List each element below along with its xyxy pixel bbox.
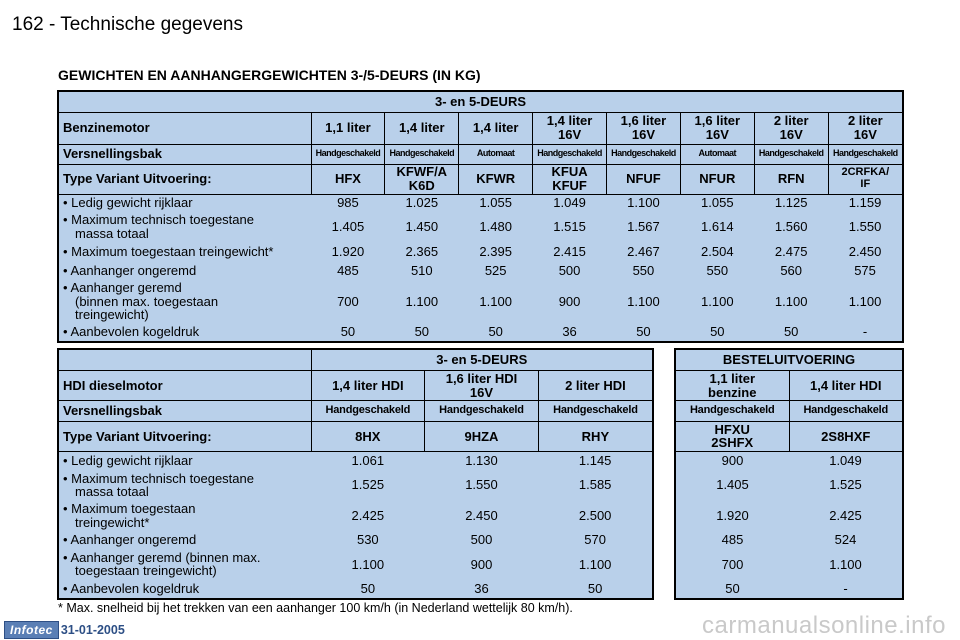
company-group-header-row [676, 350, 902, 370]
petrol-type-cell [607, 164, 681, 194]
row-label [59, 262, 311, 280]
petrol-data-row [59, 242, 902, 262]
diesel-group-header-row [59, 350, 652, 370]
company-group-header: BESTELUITVOERING [676, 350, 902, 370]
petrol-transmission-cell: Automaat [680, 144, 754, 164]
header-line: 1,4 liter HDI [332, 377, 404, 393]
petrol-transmission-cell: Handgeschakeld [754, 144, 828, 164]
value-cell: 1.405 [716, 477, 749, 493]
value-cell: 1.145 [578, 453, 612, 469]
header-line: HFX [334, 171, 361, 187]
value-cell: 1.405 [331, 219, 365, 235]
value-cell: 570 [584, 532, 606, 548]
petrol-engine-cell [311, 112, 385, 144]
value-cell: 1.049 [829, 453, 862, 469]
value-cell: 510 [410, 263, 433, 279]
diesel-transmission-row [59, 401, 652, 421]
company-data-row [676, 470, 902, 500]
header-line: NFUF [626, 171, 661, 187]
value-cell: 1.525 [351, 477, 385, 493]
row-label [59, 212, 311, 242]
row-label [59, 280, 311, 323]
page-title: 162 - Technische gegevens [12, 14, 243, 35]
value-cell: 50 [488, 324, 503, 340]
header-line: 9HZA [464, 428, 499, 444]
company-engine-cell [789, 370, 902, 400]
petrol-transmission-row [59, 144, 902, 164]
value-cell: 2.395 [479, 244, 512, 260]
row-label [59, 549, 311, 579]
value-cell: 550 [706, 263, 729, 279]
value-cell: 1.130 [465, 453, 498, 469]
value-cell: 50 [710, 324, 725, 340]
diesel-data-rows [59, 452, 652, 598]
diesel-data-row [59, 500, 652, 530]
header-line: benzine [708, 384, 757, 400]
petrol-engine-label: Benzinemotor [59, 112, 311, 144]
value-cell: - [843, 581, 848, 597]
diesel-transmission-cell: Handgeschakeld [311, 401, 425, 421]
header-line: 16V [853, 127, 877, 142]
value-cell: 50 [783, 324, 799, 340]
value-cell: 1.100 [829, 556, 862, 572]
company-type-row [676, 421, 902, 452]
value-cell: 1.480 [479, 219, 512, 235]
value-cell: 1.515 [553, 219, 586, 235]
header-line: 1,6 liter [620, 113, 667, 129]
value-cell: 575 [854, 263, 876, 279]
petrol-engine-cell [828, 112, 902, 144]
petrol-group-header: 3- en 5-DEURS [59, 92, 902, 112]
row-label-line: • Aanhanger geremd (binnen max. [63, 549, 261, 565]
row-label-line: • Ledig gewicht rijklaar [63, 453, 193, 469]
header-line: 1,4 liter HDI [809, 377, 882, 393]
header-line: 1,4 liter [472, 120, 519, 136]
diesel-engine-cell [425, 370, 539, 400]
company-data-row [676, 452, 902, 470]
company-data-row [676, 531, 902, 549]
row-label-line: treingewicht* [75, 514, 150, 530]
company-transmission-cell: Handgeschakeld [676, 401, 789, 421]
value-cell: 1.100 [351, 556, 385, 572]
header-line: KFWF/A [396, 164, 448, 180]
value-cell: 900 [558, 293, 581, 309]
row-label-line: • Aanhanger geremd [63, 280, 182, 296]
value-cell: 1.125 [774, 195, 808, 211]
value-cell: 2.450 [465, 507, 498, 523]
petrol-weights-table [57, 90, 904, 343]
header-line: 1,1 liter [325, 120, 371, 136]
petrol-engine-cell [680, 112, 754, 144]
value-cell: 1.055 [479, 195, 512, 211]
value-cell: 2.425 [351, 507, 385, 523]
row-label-line: • Aanbevolen kogeldruk [63, 581, 200, 597]
value-cell: 50 [587, 581, 603, 597]
value-cell: 530 [356, 532, 379, 548]
value-cell: 1.550 [465, 477, 498, 493]
header-line: 2 liter HDI [565, 377, 626, 393]
petrol-type-cell [533, 164, 607, 194]
header-line: 1,6 liter HDI [445, 370, 518, 386]
value-cell: 560 [780, 263, 803, 279]
value-cell: 985 [337, 195, 359, 211]
header-line: 2 liter [847, 113, 883, 129]
petrol-transmission-cell: Handgeschakeld [385, 144, 459, 164]
petrol-engine-row [59, 112, 902, 144]
row-label-line: toegestaan treingewicht) [75, 563, 217, 579]
value-cell: 1.614 [701, 219, 734, 235]
header-line: RFN [777, 171, 805, 187]
value-cell: 36 [562, 324, 577, 340]
row-label [59, 531, 311, 549]
value-cell: 1.450 [405, 219, 439, 235]
value-cell: 1.525 [829, 477, 862, 493]
row-label-line: • Aanhanger ongeremd [63, 532, 197, 548]
value-cell: 1.920 [331, 244, 365, 260]
header-line: 16V [557, 127, 582, 142]
value-cell: 2.467 [627, 244, 660, 260]
value-cell: 550 [632, 263, 655, 279]
value-cell: 700 [721, 556, 744, 572]
petrol-engine-cell [533, 112, 607, 144]
row-label-line: • Aanbevolen kogeldruk [63, 324, 200, 340]
header-line: HFXU [714, 421, 750, 437]
row-label-line: massa totaal [75, 484, 149, 500]
header-line: 16V [779, 127, 803, 142]
value-cell: 1.100 [627, 195, 660, 211]
value-cell: 1.061 [351, 453, 385, 469]
row-label-line: (binnen max. toegestaan [75, 293, 219, 309]
header-line: 16V [469, 384, 494, 400]
header-line: 2CRFKA/ [841, 166, 890, 179]
row-label-line: • Ledig gewicht rijklaar [63, 195, 193, 211]
header-line: 1,6 liter [694, 113, 741, 129]
company-data-row [676, 549, 902, 579]
footer [0, 620, 125, 640]
diesel-group-header: 3- en 5-DEURS [311, 350, 652, 370]
row-label-line: • Maximum technisch toegestane [63, 470, 254, 486]
row-label-line: • Maximum technisch toegestane [63, 212, 254, 228]
value-cell: 50 [340, 324, 356, 340]
value-cell: 1.100 [479, 293, 512, 309]
header-line: NFUR [699, 171, 736, 187]
footnote: * Max. snelheid bij het trekken van een aanhanger 100 km/h (in Nederland wettelijk 80 km/h). [58, 601, 573, 615]
section-title: GEWICHTEN EN AANHANGERGEWICHTEN 3-/5-DEURS (IN KG) [58, 67, 481, 83]
value-cell: 1.560 [774, 219, 808, 235]
diesel-engine-cell [311, 370, 425, 400]
row-label [59, 580, 311, 598]
value-cell: 1.920 [716, 507, 749, 523]
header-line: KFUA [551, 164, 588, 180]
value-cell: 1.159 [848, 195, 882, 211]
header-line: RHY [581, 428, 610, 444]
value-cell: 700 [337, 293, 359, 309]
petrol-type-row [59, 164, 902, 194]
header-line: 16V [705, 127, 729, 142]
petrol-transmission-cell: Handgeschakeld [828, 144, 902, 164]
value-cell: 50 [414, 324, 430, 340]
diesel-data-row [59, 452, 652, 470]
row-label [59, 242, 311, 262]
header-line: 2SHFX [711, 435, 754, 451]
value-cell: 1.049 [553, 195, 586, 211]
value-cell: 1.100 [405, 293, 439, 309]
company-transmission-cell: Handgeschakeld [789, 401, 902, 421]
company-data-row [676, 580, 902, 598]
header-line: 2S8HXF [821, 428, 871, 444]
value-cell: 1.100 [774, 293, 808, 309]
petrol-transmission-label: Versnellingsbak [59, 144, 311, 164]
value-cell: 1.025 [405, 195, 439, 211]
diesel-data-row [59, 580, 652, 598]
header-line: 16V [631, 127, 655, 142]
diesel-header-blank [59, 350, 311, 370]
watermark: carmanualsonline.info [702, 612, 946, 639]
header-line: KFWR [476, 171, 516, 187]
value-cell: 2.425 [829, 507, 862, 523]
header-line: 1,4 liter [399, 120, 445, 136]
value-cell: 2.365 [405, 244, 439, 260]
row-label [59, 194, 311, 212]
value-cell: 525 [484, 263, 507, 279]
row-label [59, 500, 311, 530]
row-label-line: • Maximum toegestaan treingewicht* [63, 244, 274, 260]
value-cell: 1.585 [578, 477, 612, 493]
footer-date: 31-01-2005 [60, 623, 125, 637]
value-cell: 2.500 [578, 507, 612, 523]
infotec-logo: Infotec [4, 621, 59, 639]
diesel-type-row [59, 421, 652, 452]
value-cell: 900 [470, 556, 493, 572]
value-cell: 1.055 [701, 195, 734, 211]
header-line: KFUF [552, 178, 587, 193]
value-cell: 1.100 [627, 293, 660, 309]
row-label-line: • Aanhanger ongeremd [63, 263, 197, 279]
petrol-transmission-cell: Handgeschakeld [311, 144, 385, 164]
value-cell: 2.415 [553, 244, 586, 260]
value-cell: 500 [558, 263, 581, 279]
value-cell: 500 [470, 532, 493, 548]
diesel-transmission-cell: Handgeschakeld [425, 401, 539, 421]
diesel-data-row [59, 470, 652, 500]
value-cell: 50 [725, 581, 740, 597]
diesel-type-cell [311, 421, 425, 452]
diesel-engine-label: HDI dieselmotor [59, 370, 311, 400]
company-data-rows [676, 452, 902, 598]
value-cell: 1.100 [701, 293, 734, 309]
row-label [59, 452, 311, 470]
value-cell: 485 [721, 532, 744, 548]
company-transmission-row [676, 401, 902, 421]
petrol-type-cell [385, 164, 459, 194]
petrol-data-row [59, 323, 902, 341]
value-cell: 2.475 [774, 244, 808, 260]
value-cell: 50 [360, 581, 376, 597]
company-engine-row [676, 370, 902, 400]
petrol-data-row [59, 194, 902, 212]
value-cell: 1.100 [578, 556, 612, 572]
row-label [59, 323, 311, 341]
petrol-data-row [59, 280, 902, 323]
row-label-line: massa totaal [75, 226, 149, 241]
petrol-type-cell [754, 164, 828, 194]
value-cell: 36 [474, 581, 489, 597]
diesel-type-label: Type Variant Uitvoering: [59, 421, 311, 452]
value-cell: 50 [636, 324, 651, 340]
diesel-weights-table [57, 348, 654, 600]
diesel-transmission-label: Versnellingsbak [59, 401, 311, 421]
petrol-type-cell [828, 164, 902, 194]
petrol-type-label: Type Variant Uitvoering: [59, 164, 311, 194]
row-label-line: treingewicht) [75, 307, 149, 323]
petrol-group-header-row [59, 92, 902, 112]
petrol-type-cell [311, 164, 385, 194]
company-type-cell [789, 421, 902, 452]
diesel-data-row [59, 531, 652, 549]
company-data-row [676, 500, 902, 530]
company-weights-table [674, 348, 904, 600]
petrol-type-cell [680, 164, 754, 194]
company-type-cell [676, 421, 789, 452]
petrol-engine-cell [607, 112, 681, 144]
value-cell: 900 [721, 453, 744, 469]
value-cell: 524 [834, 532, 857, 548]
value-cell: - [862, 324, 868, 340]
row-label-line: • Maximum toegestaan [63, 501, 196, 516]
header-line: 8HX [355, 428, 381, 444]
value-cell: 2.450 [848, 244, 882, 260]
petrol-type-cell [459, 164, 533, 194]
value-cell: 485 [337, 263, 359, 279]
value-cell: 2.504 [701, 244, 734, 260]
header-line: K6D [408, 178, 435, 193]
header-line: IF [860, 178, 871, 190]
value-cell: 1.550 [848, 219, 882, 235]
petrol-transmission-cell: Handgeschakeld [533, 144, 607, 164]
header-line: 1,4 liter [546, 113, 593, 129]
diesel-transmission-cell: Handgeschakeld [538, 401, 652, 421]
diesel-type-cell [538, 421, 652, 452]
company-engine-cell [676, 370, 789, 400]
header-line: 2 liter [773, 113, 809, 129]
value-cell: 1.100 [848, 293, 882, 309]
petrol-data-row [59, 262, 902, 280]
petrol-transmission-cell: Automaat [459, 144, 533, 164]
diesel-engine-row [59, 370, 652, 400]
header-line: 1,1 liter [709, 370, 756, 386]
petrol-transmission-cell: Handgeschakeld [607, 144, 681, 164]
diesel-engine-cell [538, 370, 652, 400]
diesel-data-row [59, 549, 652, 579]
petrol-data-rows [59, 194, 902, 341]
petrol-engine-cell [459, 112, 533, 144]
petrol-data-row [59, 212, 902, 242]
diesel-type-cell [425, 421, 539, 452]
row-label [59, 470, 311, 500]
petrol-engine-cell [754, 112, 828, 144]
petrol-engine-cell [385, 112, 459, 144]
value-cell: 1.567 [627, 219, 660, 235]
